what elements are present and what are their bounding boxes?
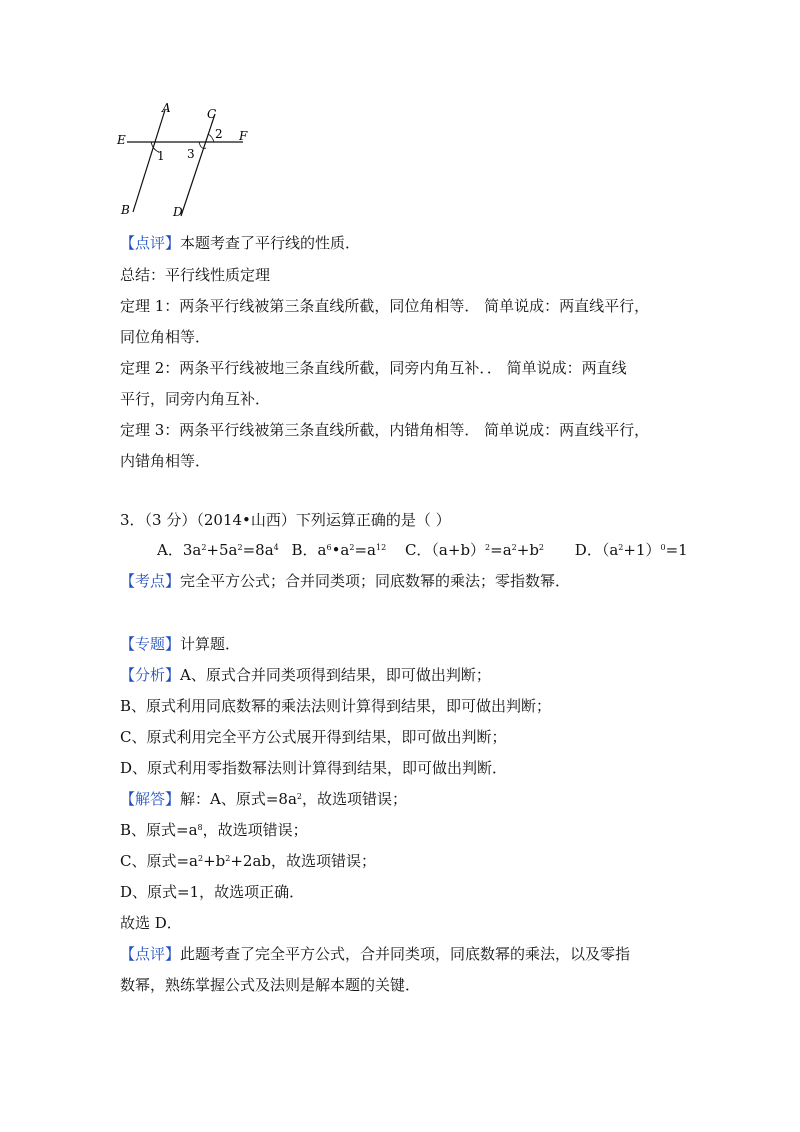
question-options: [157, 540, 688, 560]
review-2-line-1: 【点评】此题考查了完全平方公式，合并同类项，同底数幂的乘法，以及零指: [120, 945, 631, 963]
label-angle-2: 2: [215, 127, 223, 141]
kaodian-line: [120, 571, 570, 591]
jieda-line-3: C、原式$=a^2+b^2+2ab$，故选项错误；: [120, 852, 377, 870]
review-2-tag: 【点评】: [120, 945, 181, 963]
fenxi-line-1: 【分析】A、原式合并同类项得到结果，即可做出判断；: [120, 666, 491, 684]
fenxi-line-3: C、原式利用完全平方公式展开得到结果，即可做出判断；: [120, 728, 507, 746]
option-c: C．$(a+b)^2=a^2+b^2$: [404, 541, 545, 559]
jieda-line-2: B、原式$=a^8$，故选项错误；: [120, 821, 308, 839]
option-b: B．$a^6•a^2=a^{12}$: [291, 541, 387, 559]
zhuanti-line: [120, 634, 240, 654]
theorem-2-line-1: 定理 2：两条平行线被地三条直线所截，同旁内角互补．． 简单说成：两直线: [120, 359, 627, 377]
zhuanti-tag: 【专题】: [120, 635, 181, 653]
parallel-lines-diagram: [115, 100, 255, 220]
theorem-3-line-2: 内错角相等．: [120, 452, 211, 470]
theorem-3-line-1: 定理 3：两条平行线被第三条直线所截，内错角相等． 简单说成：两直线平行，: [120, 421, 650, 439]
theorem-1-line-1: 定理 1：两条平行线被第三条直线所截，同位角相等． 简单说成：两直线平行，: [120, 297, 650, 315]
kaodian-tag: 【考点】: [120, 572, 181, 590]
fenxi-line-4: D、原式利用零指数幂法则计算得到结果，即可做出判断．: [120, 759, 508, 777]
fenxi-line-2: B、原式利用同底数幂的乘法法则计算得到结果，即可做出判断；: [120, 697, 552, 715]
summary-line: 总结：平行线性质定理: [120, 266, 271, 284]
review-2-line-2: 数幂，熟练掌握公式及法则是解本题的关键．: [120, 976, 421, 994]
label-angle-3: 3: [187, 147, 195, 161]
label-d: D: [173, 205, 183, 219]
theorem-1-line-2: 同位角相等．: [120, 328, 211, 346]
review-1-text: 本题考查了平行线的性质．: [180, 234, 361, 252]
review-1-tag: 【点评】: [120, 234, 181, 252]
fenxi-tag: 【分析】: [120, 666, 181, 684]
option-d: D．$(a^2+1)^0=1$: [574, 541, 688, 559]
option-a: A．$3a^2+5a^2=8a^4$: [157, 541, 279, 559]
parallel-lines-figure: [115, 100, 255, 220]
label-e: E: [117, 133, 126, 147]
label-a: A: [162, 101, 171, 115]
theorem-2-line-2: 平行，同旁内角互补．: [120, 390, 271, 408]
jieda-line-4: D、原式=1，故选项正确．: [120, 883, 305, 901]
question-stem: 3．（3 分）（2014•山西）下列运算正确的是（ ）: [120, 511, 451, 529]
review-1-line: [120, 233, 360, 253]
label-c: C: [207, 107, 217, 121]
label-b: B: [121, 203, 130, 217]
jieda-tag: 【解答】: [120, 790, 181, 808]
zhuanti-text: 计算题．: [180, 635, 241, 653]
jieda-line-5: 故选 D．: [120, 914, 182, 932]
label-f: F: [239, 129, 248, 143]
jieda-line-1: 【解答】解：A、原式$=8a^2$，故选项错误；: [120, 790, 408, 808]
angle-2-arc: [208, 134, 214, 142]
kaodian-text: 完全平方公式；合并同类项；同底数幂的乘法；零指数幂．: [180, 572, 571, 590]
label-angle-1: 1: [157, 149, 165, 163]
line-cd: [181, 114, 215, 216]
